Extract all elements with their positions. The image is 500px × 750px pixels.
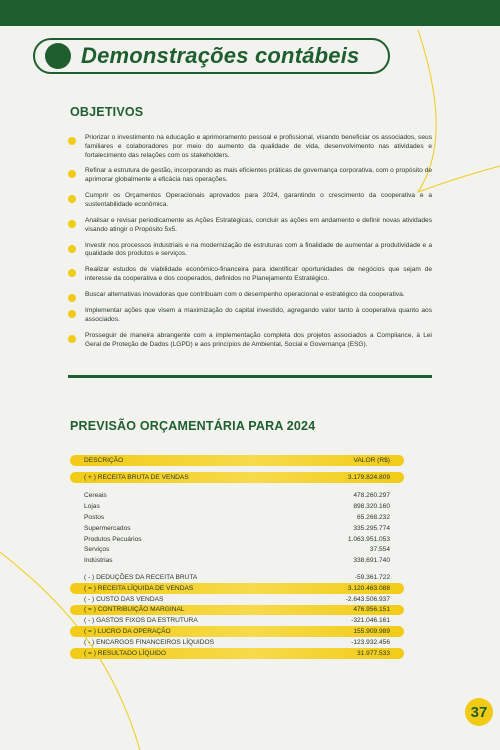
- table-row-marginal-contribution: ( = ) CONTRIBUIÇÃO MARGINAL 476.956.151: [70, 605, 404, 616]
- objective-item: Analisar e revisar periodicamente as Ações Estratégicas, concluir as ações em andamento e definir novas atividades visando atingir o Propósito 5x5.: [68, 217, 432, 235]
- table-row-net-result: ( = ) RESULTADO LÍQUIDO 31.977.533: [70, 648, 404, 659]
- bullet-icon: [68, 294, 76, 302]
- top-banner: [0, 0, 500, 26]
- bullet-icon: [68, 269, 76, 277]
- objectives-heading: OBJETIVOS: [70, 105, 144, 119]
- bullet-icon: [68, 137, 76, 145]
- table-row-cost-of-sales: ( - ) CUSTO DAS VENDAS -2.643.506.937: [84, 595, 390, 603]
- table-row: Indústrias 338.691.740: [84, 557, 390, 565]
- budget-heading: PREVISÃO ORÇAMENTÁRIA PARA 2024: [70, 419, 316, 433]
- table-row-gross-revenue: ( + ) RECEITA BRUTA DE VENDAS 3.179.824.809: [70, 472, 404, 483]
- table-row-deductions: ( - ) DEDUÇÕES DA RECEITA BRUTA -59.361.722: [84, 574, 390, 582]
- objectives-list: [68, 134, 432, 356]
- bullet-icon: [68, 310, 76, 318]
- bullet-icon: [68, 220, 76, 228]
- table-row: Lojas 898.320.160: [84, 503, 390, 511]
- table-row: Serviços 37.554: [84, 546, 390, 554]
- bullet-icon: [68, 245, 76, 253]
- objective-item: Implementar ações que visem a maximização do capital investido, agregando valor tanto à cooperativa quanto aos associados.: [68, 307, 432, 325]
- page-number: 37: [465, 698, 493, 726]
- objective-item: Cumprir os Orçamentos Operacionais aprovados para 2024, garantindo o crescimento da cooperativa e a sustentabilidade econômica.: [68, 192, 432, 210]
- title-dot-icon: [45, 43, 71, 69]
- table-row: Postos 65.268.232: [84, 514, 390, 522]
- objective-item: Refinar a estrutura de gestão, incorporando as mais eficientes práticas de governança corporativa, com o propósito de aprimorar globalmente a eficácia nas operações.: [68, 167, 432, 185]
- table-header-row: [70, 455, 404, 466]
- section-divider: [68, 375, 432, 378]
- column-header-description: DESCRIÇÃO: [84, 456, 124, 464]
- objective-item: Investir nos processos industriais e na modernização de estruturas com a finalidade de aumentar a produtividade e a qualidade dos produtos e serviços.: [68, 242, 432, 260]
- bullet-icon: [68, 170, 76, 178]
- column-header-value: VALOR (R$): [353, 456, 390, 464]
- table-row-operating-profit: ( = ) LUCRO DA OPERAÇÃO 155.909.989: [70, 626, 404, 637]
- table-row: Produtos Pecuários 1.063.951.053: [84, 535, 390, 543]
- objective-item: Prosseguir de maneira abrangente com a implementação completa dos projetos associados a Compliance, à Lei Geral de Proteção de Dados (LGPD) e aos princípios de Ambiental, Social e Governança (ESG).: [68, 332, 432, 350]
- objective-item: Realizar estudos de viabilidade econômico-financeira para identificar oportunidades de negócios que sejam de interesse da cooperativa e dos cooperados, definidos no Planejamento Estratégico.: [68, 266, 432, 284]
- table-row-net-revenue: ( = ) RECEITA LÍQUIDA DE VENDAS 3.120.463.088: [70, 583, 404, 594]
- bullet-icon: [68, 195, 76, 203]
- table-row: Supermercados 335.295.774: [84, 524, 390, 532]
- objective-item: Buscar alternativas inovadoras que contribuam com o desempenho operacional e estratégico da cooperativa.: [68, 291, 432, 300]
- budget-table: [70, 455, 404, 659]
- objective-item: Priorizar o investimento na educação e aprimoramento pessoal e profissional, visando beneficiar os associados, seus familiares e colaboradores por meio do aumento da qualidade de vida, desenvolvimento nas atividades e fortalecimento das relações com os stakeholders.: [68, 134, 432, 160]
- bullet-icon: [68, 335, 76, 343]
- table-row-fixed-costs: ( - ) GASTOS FIXOS DA ESTRUTURA -321.046.161: [84, 617, 390, 625]
- page-title-banner: [33, 38, 390, 74]
- table-row-financial-charges: ( - ) ENCARGOS FINANCEIROS LÍQUIDOS -123.932.456: [84, 638, 390, 646]
- table-row: Cereais 478.260.297: [84, 492, 390, 500]
- page-title: Demonstrações contábeis: [81, 43, 360, 68]
